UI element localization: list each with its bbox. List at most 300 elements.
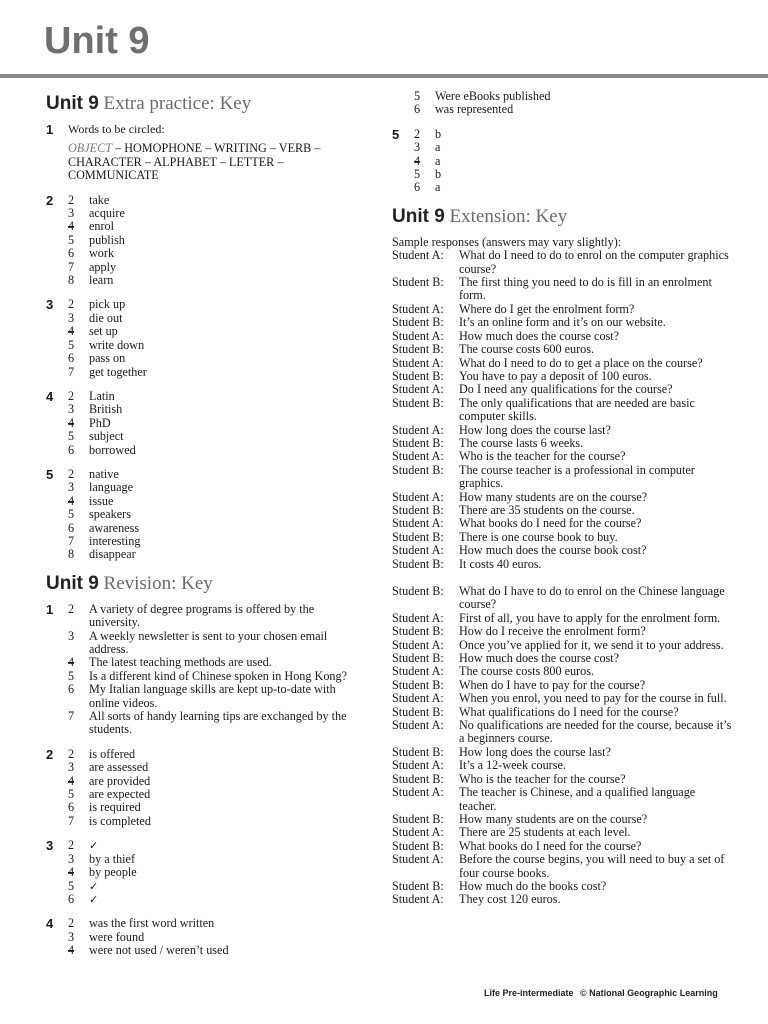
answer-group [46, 298, 366, 378]
dialogue-line [392, 826, 732, 839]
item-answer: are assessed [89, 760, 149, 775]
utterance: What books do I need for the course? [459, 838, 642, 853]
answer-item [68, 417, 366, 430]
item-answer: disappear [89, 547, 136, 562]
dialogue-line [392, 370, 732, 383]
item-number: 4 [68, 415, 75, 430]
group-number: 3 [46, 297, 54, 313]
dialogue-line [392, 652, 732, 665]
dialogue-line [392, 679, 732, 692]
speaker-label: Student A: [392, 664, 444, 679]
answer-item [68, 839, 366, 852]
utterance: What qualifications do I need for the course? [459, 704, 679, 719]
item-answer: by a thief [89, 851, 136, 866]
item-answer: Is a different kind of Chinese spoken in Hong Kong? [89, 668, 348, 683]
answer-item [414, 181, 732, 194]
left-column [46, 90, 366, 969]
utterance: How many students are on the course? [459, 811, 648, 826]
speaker-label: Student B: [392, 878, 444, 893]
item-number: 4 [68, 865, 75, 880]
speaker-label: Student A: [392, 301, 444, 316]
dialogue-line [392, 706, 732, 719]
group-number: 1 [46, 122, 54, 137]
group-number: 5 [392, 126, 400, 142]
item-number: 6 [68, 682, 75, 697]
utterance: Once you’ve applied for it, we send it to your address. [459, 637, 724, 652]
dialogue-line [392, 625, 732, 638]
extension-heading: Unit 9 Extension: Key [392, 205, 568, 227]
answer-item [68, 194, 366, 207]
answer-item [68, 548, 366, 561]
item-answer: ✓ [89, 879, 99, 893]
utterance: What do I have to do to enrol on the Chinese language course? [459, 584, 725, 612]
answer-item [68, 339, 366, 352]
utterance: There are 25 students at each level. [459, 825, 631, 840]
dialogue-line [392, 491, 732, 504]
utterance: How many students are on the course? [459, 489, 648, 504]
speaker-label: Student B: [392, 651, 444, 666]
utterance: It costs 40 euros. [459, 556, 542, 571]
item-answer: borrowed [89, 442, 136, 457]
item-number: 5 [68, 507, 75, 522]
answer-item [68, 366, 366, 379]
answer-item [68, 630, 366, 657]
item-answer: learn [89, 273, 114, 288]
speaker-label: Student A: [392, 637, 444, 652]
speaker-label: Student B: [392, 556, 444, 571]
speaker-label: Student B: [392, 395, 444, 410]
speaker-label: Student A: [392, 516, 444, 531]
group-body [68, 917, 366, 957]
item-answer: apply [89, 259, 117, 274]
dialogue-line [392, 893, 732, 906]
speaker-label: Student A: [392, 489, 444, 504]
item-answer: pass on [89, 351, 126, 366]
item-number: 7 [68, 364, 75, 379]
item-number: 7 [68, 709, 75, 724]
answer-item [68, 603, 366, 630]
item-number: 4 [414, 153, 421, 168]
answer-item [68, 866, 366, 879]
utterance: How much does the course cost? [459, 328, 620, 343]
item-answer: ✓ [89, 892, 99, 906]
item-answer: take [89, 192, 110, 207]
answer-group [46, 468, 366, 562]
answer-item [68, 312, 366, 325]
circled-word-object: OBJECT [68, 141, 113, 156]
item-number: 6 [414, 180, 421, 195]
utterance: There are 35 students on the course. [459, 502, 635, 517]
item-number: 8 [68, 273, 75, 288]
item-number: 3 [68, 760, 75, 775]
item-number: 3 [68, 480, 75, 495]
utterance: How do I receive the enrolment form? [459, 624, 646, 639]
group-body [68, 298, 366, 378]
group-number: 2 [46, 746, 54, 762]
group-number: 1 [46, 601, 54, 617]
dialogue-line [392, 424, 732, 437]
dialogue-line [392, 880, 732, 893]
item-answer: All sorts of handy learning tips are exchanged by the students. [89, 709, 347, 737]
answer-item [68, 656, 366, 669]
speaker-label: Student B: [392, 771, 444, 786]
dialogue-line [392, 303, 732, 316]
answer-item [414, 168, 732, 181]
item-number: 4 [68, 324, 75, 339]
group-body [68, 390, 366, 457]
item-number: 2 [68, 838, 75, 853]
speaker-label: Student A: [392, 691, 444, 706]
speaker-label: Student A: [392, 355, 444, 370]
answer-group [46, 839, 366, 906]
answer-item [68, 247, 366, 260]
extra-practice-heading: Unit 9 Extra practice: Key [46, 93, 252, 114]
answer-item [68, 670, 366, 683]
utterance: Do I need any qualifications for the course? [459, 382, 673, 397]
answer-group [392, 128, 732, 195]
circled-word-list: – HOMOPHONE – WRITING – VERB – CHARACTER – ALPHABET – LETTER – COMMUNICATE [68, 141, 321, 183]
item-number: 7 [68, 533, 75, 548]
dialogue-line [392, 330, 732, 343]
group-body [68, 194, 366, 288]
answer-item [68, 880, 366, 893]
item-number: 6 [68, 246, 75, 261]
dialogue-line [392, 759, 732, 772]
item-number: 2 [68, 746, 75, 761]
item-number: 2 [68, 916, 75, 931]
item-answer: native [89, 466, 119, 481]
utterance: How long does the course last? [459, 744, 611, 759]
group-body [68, 123, 366, 183]
item-answer: is offered [89, 746, 136, 761]
speaker-label: Student B: [392, 744, 444, 759]
dialogue-line [392, 437, 732, 450]
item-answer: were found [89, 929, 145, 944]
speaker-label: Student A: [392, 328, 444, 343]
answer-item [68, 444, 366, 457]
group-body [68, 468, 366, 562]
answer-item [68, 325, 366, 338]
answer-item [414, 103, 732, 116]
item-number: 4 [68, 219, 75, 234]
item-answer: British [89, 402, 123, 417]
utterance: How much does the course cost? [459, 651, 620, 666]
speaker-label: Student B: [392, 838, 444, 853]
item-answer: are expected [89, 787, 151, 802]
speaker-label: Student B: [392, 315, 444, 330]
answer-group [46, 194, 366, 288]
answer-item [68, 468, 366, 481]
answer-item [68, 815, 366, 828]
item-answer: work [89, 246, 115, 261]
utterance: How long does the course last? [459, 422, 611, 437]
item-answer: a [435, 153, 441, 168]
item-number: 6 [68, 800, 75, 815]
utterance: No qualifications are needed for the course, because it’s a beginners course. [459, 718, 732, 746]
item-number: 3 [68, 206, 75, 221]
footer-copyright: © National Geographic Learning [580, 988, 718, 998]
utterance: Who is the teacher for the course? [459, 449, 626, 464]
answer-item [68, 261, 366, 274]
answer-item [414, 155, 732, 168]
dialogue-line [392, 357, 732, 370]
answer-item [68, 298, 366, 311]
item-answer: interesting [89, 533, 141, 548]
item-number: 2 [68, 466, 75, 481]
answer-item [68, 801, 366, 814]
answer-item [68, 788, 366, 801]
answer-item [414, 128, 732, 141]
item-answer: is completed [89, 813, 151, 828]
answer-group [46, 390, 366, 457]
dialogue-line [392, 746, 732, 759]
answer-item [68, 390, 366, 403]
item-number: 5 [68, 668, 75, 683]
item-answer: A weekly newsletter is sent to your chosen email address. [89, 628, 328, 656]
dialogue-line [392, 773, 732, 786]
item-answer: language [89, 480, 133, 495]
answer-item [68, 893, 366, 906]
answer-item [68, 917, 366, 930]
answer-item [68, 495, 366, 508]
item-answer: ✓ [89, 839, 99, 853]
utterance: Who is the teacher for the course? [459, 771, 626, 786]
utterance: It’s a 12-week course. [459, 758, 566, 773]
utterance: It’s an online form and it’s on our website. [459, 315, 666, 330]
speaker-label: Student B: [392, 529, 444, 544]
item-number: 5 [68, 787, 75, 802]
item-number: 4 [68, 773, 75, 788]
item-number: 6 [68, 891, 75, 906]
utterance: There is one course book to buy. [459, 529, 618, 544]
item-number: 2 [68, 601, 75, 616]
group-number: 2 [46, 192, 54, 208]
answer-item [68, 403, 366, 416]
speaker-label: Student B: [392, 462, 444, 477]
item-answer: were not used / weren’t used [89, 943, 229, 958]
revision-group-5 [392, 128, 732, 195]
item-number: 5 [68, 337, 75, 352]
utterance: The only qualifications that are needed are basic computer skills. [459, 395, 695, 424]
item-answer: Were eBooks published [435, 89, 551, 103]
answer-item [414, 90, 732, 103]
answer-item [68, 748, 366, 761]
answer-item [68, 508, 366, 521]
item-number: 6 [68, 520, 75, 535]
utterance: When you enrol, you need to pay for the course in full. [459, 691, 727, 706]
item-number: 3 [68, 929, 75, 944]
speaker-label: Student B: [392, 502, 444, 517]
speaker-label: Student A: [392, 449, 444, 464]
dialogue-line [392, 504, 732, 517]
dialogue-1 [392, 249, 732, 571]
item-answer: set up [89, 324, 118, 339]
group-body [414, 128, 732, 195]
utterance: Before the course begins, you will need to buy a set of four course books. [459, 852, 725, 880]
utterance: The course teacher is a professional in computer graphics. [459, 462, 695, 491]
footer-book: Life Pre-intermediate [484, 988, 574, 998]
item-answer: speakers [89, 507, 131, 522]
utterance: How much does the course book cost? [459, 543, 647, 558]
speaker-label: Student A: [392, 852, 444, 867]
answer-group [46, 748, 366, 828]
item-number: 8 [68, 547, 75, 562]
revision-answers [46, 603, 366, 958]
item-number: 3 [68, 628, 75, 643]
item-number: 6 [68, 442, 75, 457]
item-number: 2 [414, 126, 421, 141]
answer-item [414, 141, 732, 154]
item-answer: write down [89, 337, 145, 352]
group-intro: Words to be circled: [68, 122, 165, 136]
group-body [68, 748, 366, 828]
utterance: The course lasts 6 weeks. [459, 435, 584, 450]
answer-group [46, 603, 366, 737]
speaker-label: Student B: [392, 584, 444, 598]
speaker-label: Student B: [392, 435, 444, 450]
item-answer: was the first word written [89, 916, 215, 931]
answer-item [68, 931, 366, 944]
utterance: The teacher is Chinese, and a qualified language teacher. [459, 785, 696, 813]
extra-practice-answers [46, 123, 366, 562]
answer-item [68, 522, 366, 535]
item-answer: a [435, 140, 441, 155]
speaker-label: Student B: [392, 704, 444, 719]
item-answer: b [435, 126, 442, 141]
answer-item [68, 535, 366, 548]
dialogue-line [392, 853, 732, 880]
item-number: 3 [68, 310, 75, 325]
item-number: 2 [68, 297, 75, 312]
group-number: 4 [46, 916, 54, 932]
answer-item [68, 481, 366, 494]
item-answer: A variety of degree programs is offered by the university. [89, 601, 315, 630]
footer [484, 988, 718, 998]
dialogue-line [392, 343, 732, 356]
utterance: What do I need to do to enrol on the computer graphics course? [459, 248, 729, 276]
title-divider [0, 74, 768, 78]
speaker-label: Student A: [392, 248, 444, 263]
speaker-label: Student A: [392, 892, 444, 907]
item-answer: is required [89, 800, 141, 815]
speaker-label: Student A: [392, 422, 444, 437]
utterance: They cost 120 euros. [459, 892, 561, 907]
dialogue-line [392, 316, 732, 329]
item-answer: was represented [435, 102, 514, 117]
item-number: 5 [68, 232, 75, 247]
dialogue-line [392, 665, 732, 678]
speaker-label: Student A: [392, 758, 444, 773]
item-answer: by people [89, 865, 137, 880]
revision-heading: Unit 9 Revision: Key [46, 572, 213, 594]
answer-group [46, 917, 366, 957]
item-answer: issue [89, 493, 114, 508]
item-answer: acquire [89, 206, 125, 221]
item-answer: get together [89, 364, 147, 379]
answer-item [68, 944, 366, 957]
answer-item [68, 775, 366, 788]
item-answer: enrol [89, 219, 115, 234]
item-number: 5 [414, 167, 421, 182]
item-answer: Latin [89, 388, 115, 403]
dialogue-line [392, 464, 732, 491]
page-title: Unit 9 [44, 20, 150, 62]
answer-group [46, 123, 366, 183]
circled-words [68, 142, 366, 182]
dialogue-line [392, 544, 732, 557]
speaker-label: Student A: [392, 718, 444, 733]
item-number: 5 [68, 429, 75, 444]
answer-item [68, 853, 366, 866]
speaker-label: Student B: [392, 342, 444, 357]
item-number: 7 [68, 813, 75, 828]
speaker-label: Student A: [392, 825, 444, 840]
group-body [68, 603, 366, 737]
utterance: When do I have to pay for the course? [459, 677, 646, 692]
speaker-label: Student B: [392, 275, 444, 290]
dialogue-line [392, 383, 732, 396]
item-answer: PhD [89, 415, 111, 430]
answer-item [68, 274, 366, 287]
extension-intro: Sample responses (answers may vary slightly): [392, 234, 622, 249]
utterance: What books do I need for the course? [459, 516, 642, 531]
group-number: 4 [46, 388, 54, 404]
utterance: How much do the books cost? [459, 878, 607, 893]
dialogue-line [392, 840, 732, 853]
item-number: 5 [414, 89, 421, 103]
group-number: 3 [46, 838, 54, 854]
answer-item [68, 683, 366, 710]
speaker-label: Student B: [392, 677, 444, 692]
revision-continued-answers [414, 90, 732, 117]
speaker-label: Student B: [392, 368, 444, 383]
dialogue-line [392, 517, 732, 530]
item-number: 4 [68, 655, 75, 670]
speaker-label: Student A: [392, 382, 444, 397]
dialogue-line [392, 639, 732, 652]
item-number: 3 [68, 402, 75, 417]
dialogue-line [392, 612, 732, 625]
answer-item [68, 761, 366, 774]
item-answer: subject [89, 429, 124, 444]
dialogue-line [392, 558, 732, 571]
item-answer: publish [89, 232, 125, 247]
item-number: 2 [68, 388, 75, 403]
item-number: 3 [414, 140, 421, 155]
speaker-label: Student B: [392, 811, 444, 826]
item-number: 4 [68, 943, 75, 958]
item-answer: My Italian language skills are kept up-to-date with online videos. [89, 682, 336, 710]
dialogue-line [392, 249, 732, 276]
answer-item [68, 207, 366, 220]
item-answer: b [435, 167, 442, 182]
speaker-label: Student A: [392, 610, 444, 625]
answer-item [68, 220, 366, 233]
speaker-label: Student B: [392, 624, 444, 639]
item-answer: The latest teaching methods are used. [89, 655, 272, 670]
dialogue-line [392, 719, 732, 746]
item-number: 3 [68, 851, 75, 866]
answer-item [68, 352, 366, 365]
dialogue-line [392, 692, 732, 705]
dialogue-line [392, 585, 732, 612]
item-answer: awareness [89, 520, 140, 535]
utterance: The course costs 600 euros. [459, 342, 595, 357]
utterance: First of all, you have to apply for the enrolment form. [459, 610, 721, 625]
dialogue-line [392, 813, 732, 826]
item-number: 6 [414, 102, 421, 117]
utterance: The course costs 800 euros. [459, 664, 595, 679]
